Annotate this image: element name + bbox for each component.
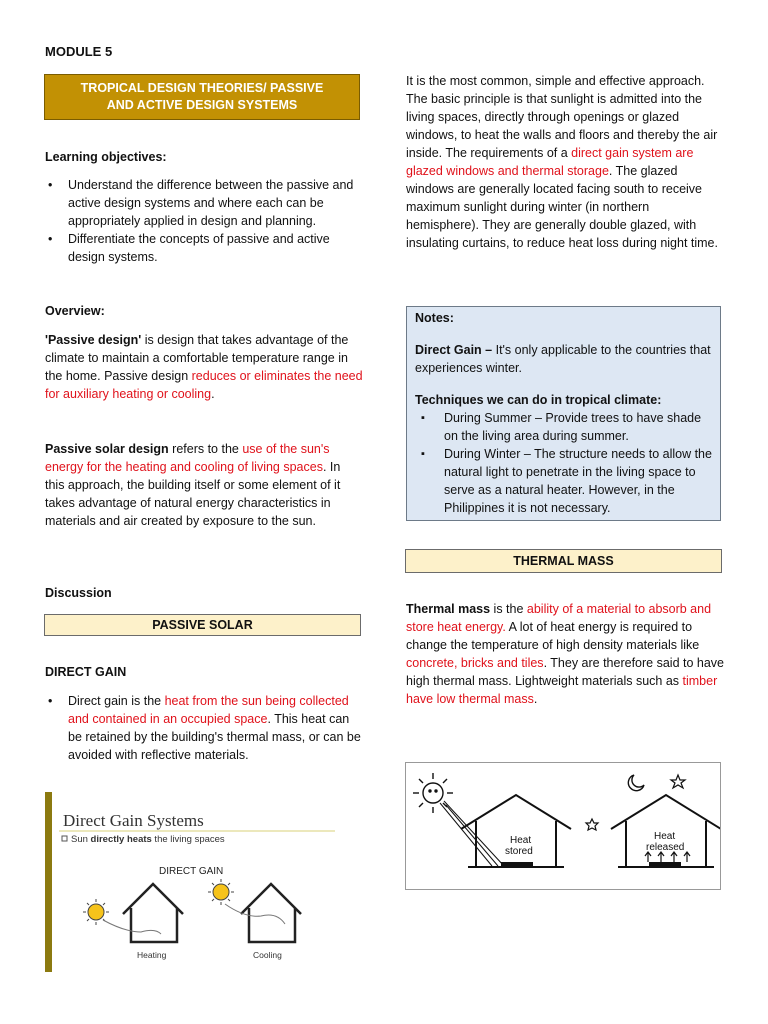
text-run: It is the most common, simple and effective approach. The basic principle is that sunlight is admitted into the living spaces, directly through openings or glazed windows, to heat the walls and floors and thereby the air inside. The requirements of a bbox=[406, 74, 718, 160]
sunlight-rays bbox=[440, 801, 504, 866]
sun-icon bbox=[413, 773, 453, 813]
figure-bullet-box bbox=[62, 836, 67, 841]
heat-stored-label-2: stored bbox=[505, 846, 533, 857]
notes-box bbox=[406, 306, 721, 521]
sun-icon bbox=[208, 879, 234, 905]
figure-caption: DIRECT GAIN bbox=[159, 866, 224, 877]
thermal-mass-figure bbox=[405, 762, 721, 890]
text-run: . They are therefore said to have high thermal mass. Lightweight materials such as bbox=[406, 656, 724, 688]
heat-released-label-1: Heat bbox=[654, 831, 676, 842]
house-heating-icon bbox=[103, 884, 183, 942]
highlight-text: reduces or eliminates the need for auxiliary heating or cooling bbox=[45, 369, 363, 401]
discussion-heading: Discussion bbox=[45, 586, 112, 600]
text-run: . bbox=[533, 692, 538, 706]
module-title-line2: AND ACTIVE DESIGN SYSTEMS bbox=[106, 98, 298, 112]
highlight-text: concrete, bricks and tiles bbox=[406, 656, 544, 670]
star-icon bbox=[586, 819, 598, 830]
learning-objectives-list bbox=[45, 176, 363, 266]
figure-side-bar bbox=[45, 792, 52, 972]
thermal-mass-paragraph bbox=[406, 600, 724, 708]
text-run: . bbox=[211, 387, 215, 401]
overview-paragraph-2 bbox=[45, 440, 363, 530]
list-item: • Differentiate the concepts of passive and active design systems. bbox=[45, 230, 363, 266]
text-run: is the bbox=[490, 602, 527, 616]
text-run: is design that takes advantage of the climate to maintain a comfortable temperature range in the home. Passive design bbox=[45, 333, 349, 383]
text-run: refers to the bbox=[168, 442, 243, 456]
figure-bullet-text: Sun directly heats the living spaces bbox=[71, 834, 225, 845]
module-label: MODULE 5 bbox=[45, 44, 113, 59]
direct-gain-explanation bbox=[406, 72, 724, 252]
house-cooling-icon bbox=[225, 884, 301, 942]
direct-gain-figure bbox=[45, 792, 352, 972]
thermal-mass-illustration bbox=[406, 763, 720, 889]
highlight-text: use of the sun's energy for the heating and cooling of living spaces bbox=[45, 442, 330, 474]
module-title-line1: TROPICAL DESIGN THEORIES/ PASSIVE bbox=[80, 81, 324, 95]
thermal-mass-term: Thermal mass bbox=[406, 602, 491, 616]
figure-title: Direct Gain Systems bbox=[63, 811, 204, 830]
overview-paragraph-1 bbox=[45, 331, 363, 403]
highlight-text: direct gain system are glazed windows and thermal storage bbox=[406, 146, 694, 178]
direct-gain-illustration bbox=[45, 792, 352, 972]
text-run: . In this approach, the building itself or some element of it takes advantage of natural energy characteristics in materials and air created by exposure to the sun. bbox=[45, 460, 341, 528]
text-run: A lot of heat energy is required to change the temperature of high density materials like bbox=[406, 620, 700, 652]
list-item: ▪ During Summer – Provide trees to have shade on the living area during summer. bbox=[415, 409, 712, 445]
techniques-list bbox=[415, 409, 712, 517]
text-run: Direct gain is the bbox=[68, 694, 165, 708]
highlight-text: timber have low thermal mass bbox=[406, 674, 718, 706]
text-run: . This heat can be retained by the building's thermal mass, or can be avoided with reflective materials. bbox=[68, 712, 361, 762]
moon-icon bbox=[628, 775, 644, 791]
figure-label-heating: Heating bbox=[137, 950, 167, 960]
figure-label-cooling: Cooling bbox=[253, 950, 282, 960]
passive-solar-design-term: Passive solar design bbox=[45, 442, 169, 456]
overview-heading: Overview: bbox=[45, 304, 105, 318]
learning-objectives-heading: Learning objectives: bbox=[45, 150, 167, 164]
direct-gain-list bbox=[45, 692, 363, 764]
star-icon bbox=[671, 775, 685, 788]
notes-heading: Notes: bbox=[415, 311, 454, 325]
heat-released-label-2: released bbox=[646, 842, 685, 853]
highlight-text: heat from the sun being collected and contained in an occupied space bbox=[68, 694, 349, 726]
text-run: . The glazed windows are generally located facing south to receive maximum sunlight during winter (in northern hemisphere). They are generally double glazed, with insulating curtains, to reduce heat loss during night time. bbox=[406, 164, 718, 250]
heat-stored-label-1: Heat bbox=[510, 835, 532, 846]
thermal-mass-band: THERMAL MASS bbox=[405, 549, 722, 573]
module-title-band bbox=[44, 74, 360, 120]
notes-direct-gain bbox=[415, 341, 712, 377]
text-run: It's only applicable to the countries that experiences winter. bbox=[415, 343, 711, 375]
direct-gain-term: Direct Gain – bbox=[415, 343, 493, 357]
list-item: • Understand the difference between the passive and active design systems and where each can be appropriately applied in design and planning. bbox=[45, 176, 363, 230]
direct-gain-heading: DIRECT GAIN bbox=[45, 665, 127, 679]
passive-solar-band: PASSIVE SOLAR bbox=[44, 614, 361, 636]
heat-arrows bbox=[645, 852, 690, 862]
passive-design-term: 'Passive design' bbox=[45, 333, 142, 347]
highlight-text: ability of a material to absorb and store heat energy. bbox=[406, 602, 712, 634]
notes-techniques-heading: Techniques we can do in tropical climate: bbox=[415, 393, 662, 407]
list-item bbox=[45, 692, 363, 764]
list-item: ▪ During Winter – The structure needs to allow the natural light to penetrate in the living space to serve as a natural heater. However, in the Philippines it is not necessary. bbox=[415, 445, 712, 517]
